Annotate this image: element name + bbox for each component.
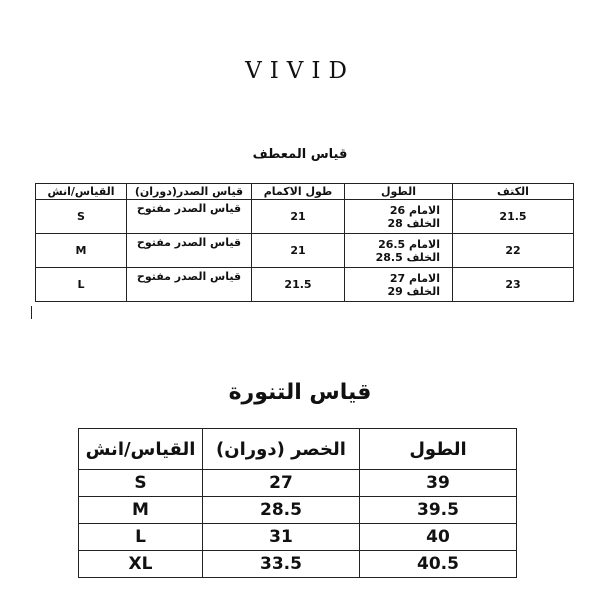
brand-logo: VIVID [245, 58, 355, 84]
skirt-waist-cell: 31 [203, 524, 360, 551]
coat-length-back: الخلف 28 [387, 216, 440, 230]
skirt-header-waist: الخصر (دوران) [203, 429, 360, 470]
coat-header-shoulder: الكتف [453, 184, 574, 200]
coat-length-cell [345, 268, 453, 302]
coat-length-cell [345, 200, 453, 234]
text-cursor [31, 306, 32, 319]
skirt-size-cell: L [79, 524, 203, 551]
coat-size-cell: S [36, 200, 127, 234]
coat-table-title: قياس المعطف [252, 147, 348, 162]
coat-size-table [35, 183, 574, 302]
skirt-size-cell: S [79, 470, 203, 497]
coat-length-front: الامام 26.5 [378, 237, 440, 251]
coat-sleeve-cell: 21 [252, 234, 345, 268]
skirt-header-row [79, 429, 517, 470]
skirt-waist-cell: 33.5 [203, 551, 360, 578]
skirt-length-cell: 40.5 [360, 551, 517, 578]
coat-length-back: الخلف 29 [387, 284, 440, 298]
table-row [79, 470, 517, 497]
coat-length-cell [345, 234, 453, 268]
skirt-length-cell: 40 [360, 524, 517, 551]
skirt-length-cell: 39 [360, 470, 517, 497]
table-row [79, 551, 517, 578]
coat-shoulder-cell: 23 [453, 268, 574, 302]
coat-length-front: الامام 26 [389, 203, 440, 217]
coat-size-cell: M [36, 234, 127, 268]
coat-sleeve-cell: 21 [252, 200, 345, 234]
coat-shoulder-cell: 22 [453, 234, 574, 268]
coat-header-row [36, 184, 574, 200]
skirt-header-length: الطول [360, 429, 517, 470]
skirt-length-cell: 39.5 [360, 497, 517, 524]
coat-chest-cell: قياس الصدر مفتوح [127, 200, 252, 234]
skirt-waist-cell: 27 [203, 470, 360, 497]
table-row [36, 234, 574, 268]
coat-chest-cell: قياس الصدر مفتوح [127, 268, 252, 302]
coat-header-sleeve: طول الاكمام [252, 184, 345, 200]
coat-header-length: الطول [345, 184, 453, 200]
skirt-size-cell: M [79, 497, 203, 524]
coat-length-front: الامام 27 [389, 271, 440, 285]
table-row [36, 200, 574, 234]
skirt-waist-cell: 28.5 [203, 497, 360, 524]
coat-size-cell: L [36, 268, 127, 302]
table-row [79, 497, 517, 524]
skirt-size-cell: XL [79, 551, 203, 578]
coat-header-size: القياس/انش [36, 184, 127, 200]
coat-chest-cell: قياس الصدر مفتوح [127, 234, 252, 268]
coat-shoulder-cell: 21.5 [453, 200, 574, 234]
skirt-header-size: القياس/انش [79, 429, 203, 470]
coat-sleeve-cell: 21.5 [252, 268, 345, 302]
table-row [36, 268, 574, 302]
skirt-size-table [78, 428, 517, 578]
coat-length-back: الخلف 28.5 [375, 250, 440, 264]
coat-header-chest: قياس الصدر(دوران) [127, 184, 252, 200]
skirt-table-title: قياس التنورة [228, 380, 372, 405]
table-row [79, 524, 517, 551]
